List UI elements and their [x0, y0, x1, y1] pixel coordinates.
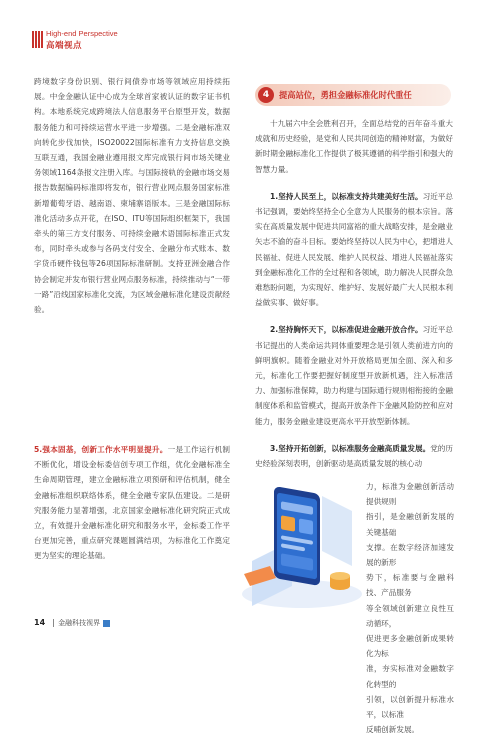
header-english-title: High-end Perspective — [46, 29, 118, 38]
section-2-heading: 2.坚持胸怀天下，以标准促进金融开放合作。 — [270, 325, 423, 335]
page-footer — [34, 618, 110, 628]
section-banner — [255, 84, 451, 106]
wrap-line: 力，标准为金融创新活动提供规则 — [366, 482, 454, 507]
wrap-line: 反哺创新发展。 — [366, 725, 420, 735]
banner-title: 提高站位，勇担金融标准化时代重任 — [279, 90, 412, 100]
wrap-line: 势下，标准要与金融科技、产品服务 — [366, 573, 454, 598]
section-1-body: 习近平总书记强调，要始终坚持全心全意为人民服务的根本宗旨。落实在高质量发展中促进共同富裕的重大战略安排，是金融业矢志不渝的奋斗目标。要始终坚持以人民为中心，把增进人民福祉、促进人民发展、维护人民权益、增进人民福祉落实到金融标准化工作的全过程和各领域，助力解决人民群众急难愁盼问题，为实现好、维护好、发展好最广大人民根本利益做实事、做好事。 — [255, 191, 454, 308]
mobile-finance-illustration — [232, 466, 382, 616]
wrap-line: 准，夯实标准对金融数字化转型的 — [366, 664, 454, 689]
left-column — [34, 74, 230, 317]
section-number-icon: 4 — [258, 87, 274, 103]
wrap-line: 等全领域创新建立良性互动循环， — [366, 603, 454, 628]
wrap-line: 支撑。在数字经济加速发展的新形 — [366, 542, 454, 568]
header-stripe-icon — [32, 31, 43, 48]
right-section-1 — [255, 189, 453, 311]
section-1-heading: 1.坚持人民至上，以标准支持共建美好生活。 — [270, 191, 423, 201]
section-5-paragraph — [34, 442, 230, 564]
page-number: 14 — [34, 618, 46, 627]
right-intro: 十九届六中全会胜利召开，全面总结党的百年奋斗重大成就和历史经验，是党和人民共同创造的精神财富，为做好新时期金融标准化工作提供了极其遵循的科学指引和强大的智慧力量。 — [255, 119, 453, 174]
header-chinese-title: 高端视点 — [46, 41, 83, 51]
right-column — [255, 116, 453, 483]
section-3-wrapped-text — [366, 479, 454, 737]
footer-logo-icon — [103, 620, 110, 627]
publication-name: 金融科技视界 — [58, 619, 101, 627]
left-paragraph-1: 跨境数字身份识别、银行间债券市场等领域应用持续拓展。中金金融认证中心成为全球首家被认证的数字证书机构。本地系统完成跨境法人信息服务平台原型开发，数据服务能力和可持续运营水平进一步增强。二是金融标准双向转化步伐加快，ISO20022国际标准有力支持信息交换互联互通，我国金融业遵用报文库完成银行间市场关键业务领域1164条报文注册入库。与国际接轨的金融市场交易报告数据编码标准即将发布，银行营业网点服务国家标准新增葡萄牙语、越南语、柬埔寨语版本。三是金融国际标准化活动多点开花，在ISO、ITU等国际组织框架下，我国牵头的第三方支付服务、可持续金融术语国际标准正式发布，同时牵头或参与各码支付安全、金融分布式账本、数字货币硬件钱包等26项国际标准研制。支持亚洲金融合作协会制定并发布银行营业网点服务标准，持续推动与“一带一路”沿线国家标准化交流，为区域金融标准化建设贡献经验。 — [34, 77, 230, 315]
left-section-5 — [34, 442, 230, 564]
section-5-heading: 5.强本固基，创新工作水平明显提升。 — [34, 445, 168, 454]
wrap-line: 指引，是金融创新发展的关键基础 — [366, 512, 454, 537]
section-5-body: 一是工作运行机制不断优化，增设金标委信创专项工作组，优化金融标准全生命周期管理，建立金融标准立项预研和评估机制，健全金融标准组织联络体系，健全金融专家队伍建设。二是研究服务能力显著增强，北京国家金融标准化研究院正式成立，有效提升金融标准化研究和服务水平，金标委工作平台更加完善，重点研究课题圆满结项，为标准化工作奠定更为坚实的理论基础。 — [34, 445, 231, 561]
section-2-body: 习近平总书记提出的人类命运共同体重要理念是引领人类前进方向的鲜明旗帜。随着金融业对外开放格局更加全面、深入和多元，标准化工作要把握好制度型开放新机遇，注入标准活力、加强标准保障，助力构建与国际通行规则相衔接的金融制度体系和监管模式，提高开放条件下金融风险防控和应对能力，服务金融业建设更高水平开放型新体制。 — [255, 325, 454, 426]
wrap-line: 引领，以创新提升标准水平，以标准 — [366, 694, 454, 720]
section-3-heading: 3.坚持开拓创新，以标准服务金融高质量发展。 — [270, 443, 431, 453]
footer-divider — [53, 619, 54, 627]
right-section-2 — [255, 322, 453, 428]
section-header — [32, 29, 232, 51]
section-3-body-start: 党的历史经验深刻表明，创新驱动是高质量发展的核心动 — [255, 443, 453, 469]
wrap-line: 促进更多金融创新成果转化为标 — [366, 634, 454, 659]
